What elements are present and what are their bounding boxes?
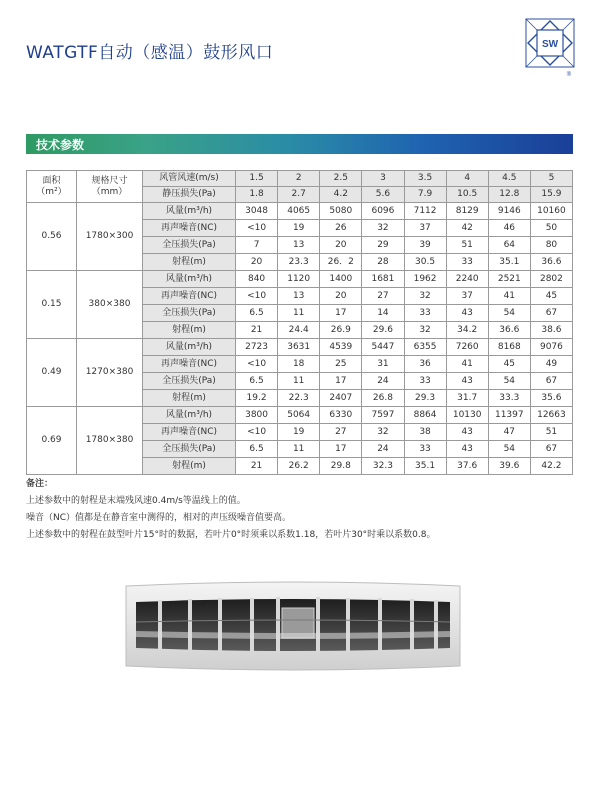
value-cell: 38.6 bbox=[530, 322, 572, 339]
value-cell: 24 bbox=[362, 441, 404, 458]
value-cell: 67 bbox=[530, 305, 572, 322]
value-cell: 4.2 bbox=[320, 187, 362, 203]
value-cell: 5447 bbox=[362, 339, 404, 356]
notes-title: 备注： bbox=[26, 479, 54, 489]
value-cell: 33 bbox=[404, 305, 446, 322]
value-cell: 67 bbox=[530, 373, 572, 390]
table-row bbox=[27, 271, 573, 288]
row-label: 再声噪音(NC) bbox=[143, 424, 236, 441]
row-label: 全压损失(Pa) bbox=[143, 373, 236, 390]
value-cell: 80 bbox=[530, 237, 572, 254]
value-cell: 11397 bbox=[488, 407, 530, 424]
value-cell: 7112 bbox=[404, 203, 446, 220]
value-cell: 54 bbox=[488, 373, 530, 390]
value-cell: 26 bbox=[320, 220, 362, 237]
note-line: 噪音（NC）值都是在静音室中测得的，相对的声压级噪音值要高。 bbox=[26, 513, 292, 523]
value-cell: <10 bbox=[236, 424, 278, 441]
value-cell: 24 bbox=[362, 373, 404, 390]
value-cell: 54 bbox=[488, 305, 530, 322]
value-cell: 32 bbox=[404, 322, 446, 339]
row-label: 全压损失(Pa) bbox=[143, 305, 236, 322]
value-cell: 22.3 bbox=[278, 390, 320, 407]
value-cell: 21 bbox=[236, 458, 278, 475]
value-cell: 49 bbox=[530, 356, 572, 373]
value-cell: 4539 bbox=[320, 339, 362, 356]
value-cell: 43 bbox=[446, 305, 488, 322]
value-cell: 4.5 bbox=[488, 171, 530, 187]
value-cell: 1681 bbox=[362, 271, 404, 288]
value-cell: 46 bbox=[488, 220, 530, 237]
row-label: 再声噪音(NC) bbox=[143, 356, 236, 373]
area-header-label: 面积 bbox=[42, 175, 61, 186]
value-cell: 42 bbox=[446, 220, 488, 237]
value-cell: 5064 bbox=[278, 407, 320, 424]
value-cell: 31 bbox=[362, 356, 404, 373]
value-cell: 13 bbox=[278, 237, 320, 254]
value-cell: 29.6 bbox=[362, 322, 404, 339]
value-cell: 2802 bbox=[530, 271, 572, 288]
value-cell: 27 bbox=[362, 288, 404, 305]
value-cell: 15.9 bbox=[530, 187, 572, 203]
value-cell: 17 bbox=[320, 305, 362, 322]
row-label: 全压损失(Pa) bbox=[143, 237, 236, 254]
value-cell: 26.2 bbox=[278, 458, 320, 475]
value-cell: 37 bbox=[446, 288, 488, 305]
value-cell: 2521 bbox=[488, 271, 530, 288]
value-cell: 14 bbox=[362, 305, 404, 322]
area-cell: 0.69 bbox=[27, 407, 77, 475]
value-cell: 840 bbox=[236, 271, 278, 288]
value-cell: 35.1 bbox=[404, 458, 446, 475]
value-cell: 29 bbox=[362, 237, 404, 254]
value-cell: 19 bbox=[278, 424, 320, 441]
value-cell: 11 bbox=[278, 441, 320, 458]
value-cell: <10 bbox=[236, 356, 278, 373]
value-cell: <10 bbox=[236, 220, 278, 237]
value-cell: 36.6 bbox=[488, 322, 530, 339]
value-cell: 4 bbox=[446, 171, 488, 187]
size-cell: 1780×300 bbox=[77, 203, 143, 271]
value-cell: 2240 bbox=[446, 271, 488, 288]
value-cell: 3 bbox=[362, 171, 404, 187]
value-cell: 17 bbox=[320, 441, 362, 458]
value-cell: 32.3 bbox=[362, 458, 404, 475]
section-header-bar bbox=[26, 134, 573, 154]
value-cell: <10 bbox=[236, 288, 278, 305]
value-cell: 29.8 bbox=[320, 458, 362, 475]
value-cell: 43 bbox=[446, 424, 488, 441]
note-line: 上述参数中的射程是末端残风速0.4m/s等温线上的值。 bbox=[26, 496, 246, 506]
value-cell: 31.7 bbox=[446, 390, 488, 407]
value-cell: 18 bbox=[278, 356, 320, 373]
header-row bbox=[27, 171, 573, 187]
row-label: 射程(m) bbox=[143, 254, 236, 271]
area-cell: 0.49 bbox=[27, 339, 77, 407]
value-cell: 3048 bbox=[236, 203, 278, 220]
value-cell: 1.8 bbox=[236, 187, 278, 203]
value-cell: 41 bbox=[488, 288, 530, 305]
value-cell: 39.6 bbox=[488, 458, 530, 475]
value-cell: 9146 bbox=[488, 203, 530, 220]
value-cell: 5.6 bbox=[362, 187, 404, 203]
value-cell: 6355 bbox=[404, 339, 446, 356]
value-cell: 6330 bbox=[320, 407, 362, 424]
value-cell: 35.1 bbox=[488, 254, 530, 271]
value-cell: 27 bbox=[320, 424, 362, 441]
row-label: 风量(m³/h) bbox=[143, 339, 236, 356]
size-header-label: 规格尺寸 bbox=[91, 175, 128, 186]
value-cell: 19.2 bbox=[236, 390, 278, 407]
value-cell: 13 bbox=[278, 288, 320, 305]
value-cell: 37 bbox=[404, 220, 446, 237]
value-cell: 2407 bbox=[320, 390, 362, 407]
value-cell: 17 bbox=[320, 373, 362, 390]
value-cell: 6.5 bbox=[236, 305, 278, 322]
value-cell: 45 bbox=[488, 356, 530, 373]
row-label: 静压损失(Pa) bbox=[143, 187, 236, 203]
value-cell: 3631 bbox=[278, 339, 320, 356]
size-cell: 1780×380 bbox=[77, 407, 143, 475]
table-row bbox=[27, 203, 573, 220]
area-header-unit: （m²） bbox=[36, 186, 67, 197]
value-cell: 19 bbox=[278, 220, 320, 237]
value-cell: 26．2 bbox=[320, 254, 362, 271]
area-cell: 0.56 bbox=[27, 203, 77, 271]
value-cell: 23.3 bbox=[278, 254, 320, 271]
value-cell: 10160 bbox=[530, 203, 572, 220]
size-cell: 380×380 bbox=[77, 271, 143, 339]
value-cell: 6.5 bbox=[236, 373, 278, 390]
size-header bbox=[77, 171, 143, 203]
value-cell: 36.6 bbox=[530, 254, 572, 271]
value-cell: 33.3 bbox=[488, 390, 530, 407]
value-cell: 20 bbox=[320, 288, 362, 305]
value-cell: 30.5 bbox=[404, 254, 446, 271]
value-cell: 1.5 bbox=[236, 171, 278, 187]
table-row bbox=[27, 339, 573, 356]
value-cell: 1962 bbox=[404, 271, 446, 288]
value-cell: 6096 bbox=[362, 203, 404, 220]
value-cell: 8864 bbox=[404, 407, 446, 424]
value-cell: 50 bbox=[530, 220, 572, 237]
value-cell: 41 bbox=[446, 356, 488, 373]
value-cell: 32 bbox=[362, 424, 404, 441]
value-cell: 3800 bbox=[236, 407, 278, 424]
value-cell: 36 bbox=[404, 356, 446, 373]
value-cell: 3.5 bbox=[404, 171, 446, 187]
value-cell: 33 bbox=[404, 441, 446, 458]
value-cell: 35.6 bbox=[530, 390, 572, 407]
value-cell: 1400 bbox=[320, 271, 362, 288]
value-cell: 64 bbox=[488, 237, 530, 254]
value-cell: 2 bbox=[278, 171, 320, 187]
row-label: 再声噪音(NC) bbox=[143, 288, 236, 305]
logo-text: SW bbox=[541, 39, 559, 50]
notes bbox=[26, 476, 576, 544]
value-cell: 24.4 bbox=[278, 322, 320, 339]
value-cell: 5 bbox=[530, 171, 572, 187]
value-cell: 7260 bbox=[446, 339, 488, 356]
note-line: 上述参数中的射程在鼓型叶片15°时的数据，若叶片0°时须乘以系数1.18，若叶片30°时乘以系数0.8。 bbox=[26, 530, 436, 540]
value-cell: 12.8 bbox=[488, 187, 530, 203]
value-cell: 67 bbox=[530, 441, 572, 458]
registered-mark: ® bbox=[566, 72, 572, 78]
row-label: 射程(m) bbox=[143, 458, 236, 475]
value-cell: 4065 bbox=[278, 203, 320, 220]
value-cell: 42.2 bbox=[530, 458, 572, 475]
value-cell: 12663 bbox=[530, 407, 572, 424]
value-cell: 2723 bbox=[236, 339, 278, 356]
value-cell: 51 bbox=[530, 424, 572, 441]
table-row bbox=[27, 407, 573, 424]
row-label: 风量(m³/h) bbox=[143, 271, 236, 288]
value-cell: 10.5 bbox=[446, 187, 488, 203]
size-header-unit: （mm） bbox=[91, 186, 128, 197]
value-cell: 8129 bbox=[446, 203, 488, 220]
value-cell: 28 bbox=[362, 254, 404, 271]
area-header bbox=[27, 171, 77, 203]
value-cell: 51 bbox=[446, 237, 488, 254]
row-label: 射程(m) bbox=[143, 322, 236, 339]
value-cell: 20 bbox=[236, 254, 278, 271]
value-cell: 34.2 bbox=[446, 322, 488, 339]
value-cell: 33 bbox=[446, 254, 488, 271]
value-cell: 9076 bbox=[530, 339, 572, 356]
value-cell: 7.9 bbox=[404, 187, 446, 203]
value-cell: 37.6 bbox=[446, 458, 488, 475]
value-cell: 47 bbox=[488, 424, 530, 441]
value-cell: 7597 bbox=[362, 407, 404, 424]
value-cell: 11 bbox=[278, 305, 320, 322]
value-cell: 29.3 bbox=[404, 390, 446, 407]
value-cell: 33 bbox=[404, 373, 446, 390]
value-cell: 5080 bbox=[320, 203, 362, 220]
diffuser-photo bbox=[122, 578, 464, 674]
value-cell: 2.5 bbox=[320, 171, 362, 187]
value-cell: 20 bbox=[320, 237, 362, 254]
area-cell: 0.15 bbox=[27, 271, 77, 339]
value-cell: 39 bbox=[404, 237, 446, 254]
spec-table bbox=[26, 170, 573, 475]
value-cell: 7 bbox=[236, 237, 278, 254]
value-cell: 2.7 bbox=[278, 187, 320, 203]
page-title: WATGTF自动（感温）鼓形风口 bbox=[26, 43, 274, 63]
value-cell: 21 bbox=[236, 322, 278, 339]
row-label: 再声噪音(NC) bbox=[143, 220, 236, 237]
section-title: 技术参数 bbox=[36, 138, 85, 152]
row-label: 风管风速(m/s) bbox=[143, 171, 236, 187]
value-cell: 43 bbox=[446, 441, 488, 458]
value-cell: 10130 bbox=[446, 407, 488, 424]
value-cell: 45 bbox=[530, 288, 572, 305]
value-cell: 26.9 bbox=[320, 322, 362, 339]
value-cell: 32 bbox=[404, 288, 446, 305]
value-cell: 43 bbox=[446, 373, 488, 390]
size-cell: 1270×380 bbox=[77, 339, 143, 407]
row-label: 全压损失(Pa) bbox=[143, 441, 236, 458]
value-cell: 54 bbox=[488, 441, 530, 458]
value-cell: 1120 bbox=[278, 271, 320, 288]
value-cell: 11 bbox=[278, 373, 320, 390]
row-label: 风量(m³/h) bbox=[143, 203, 236, 220]
value-cell: 25 bbox=[320, 356, 362, 373]
value-cell: 6.5 bbox=[236, 441, 278, 458]
value-cell: 32 bbox=[362, 220, 404, 237]
row-label: 射程(m) bbox=[143, 390, 236, 407]
value-cell: 38 bbox=[404, 424, 446, 441]
value-cell: 8168 bbox=[488, 339, 530, 356]
row-label: 风量(m³/h) bbox=[143, 407, 236, 424]
sw-logo-icon bbox=[525, 18, 575, 78]
value-cell: 26.8 bbox=[362, 390, 404, 407]
